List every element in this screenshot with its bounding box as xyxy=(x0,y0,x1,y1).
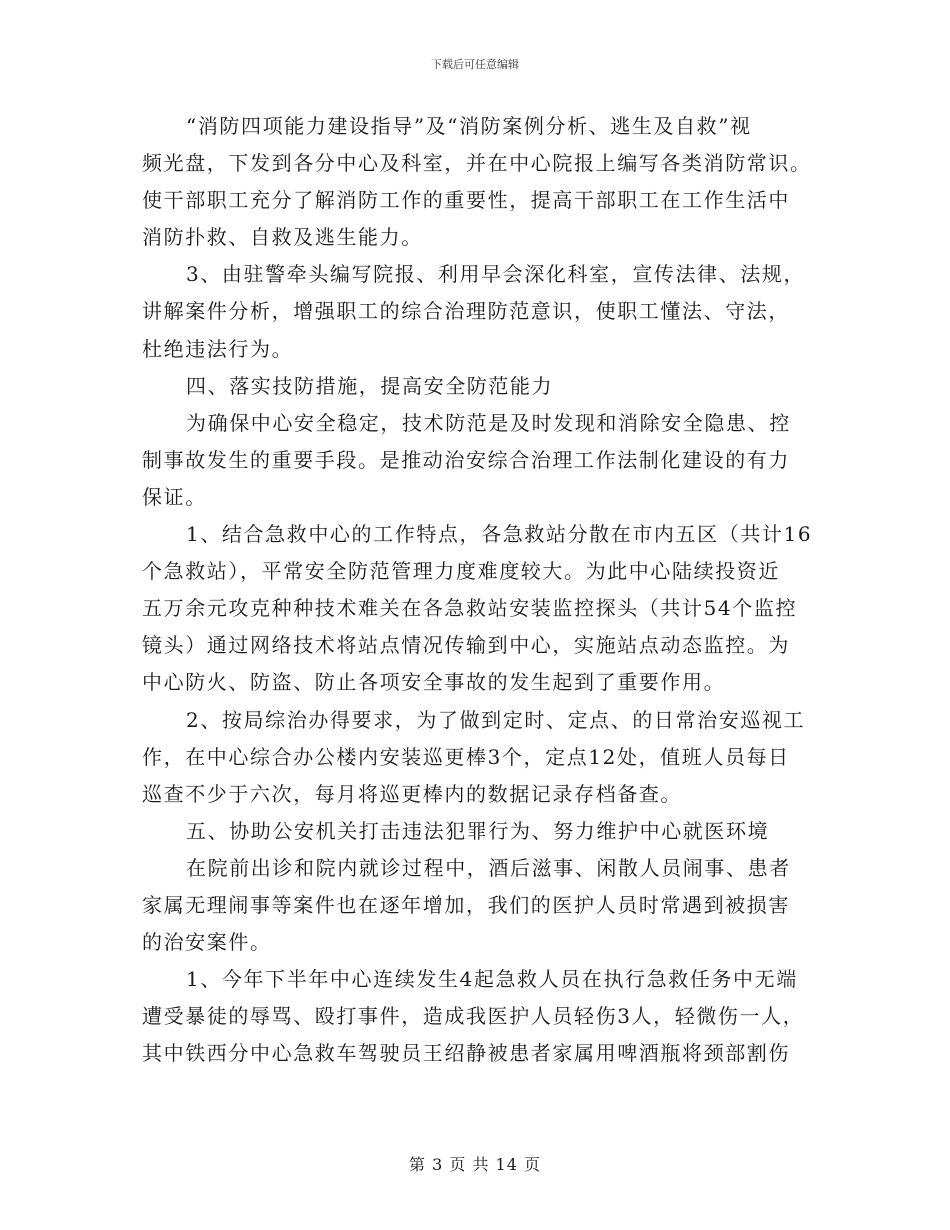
text-line: 中心防火、防盗、防止各项安全事故的发生起到了重要作用。 xyxy=(142,670,726,695)
text-line: 消防扑救、自救及逃生能力。 xyxy=(142,225,423,250)
text-line: 在院前出诊和院内就诊过程中，酒后滋事、闲散人员闹事、患者 xyxy=(186,855,791,880)
page-footer: 第 3 页 共 14 页 xyxy=(409,1155,541,1174)
text-line: 1、结合急救中心的工作特点，各急救站分散在市内五区（共计16 xyxy=(186,522,813,547)
text-line: 2、按局综治办得要求，为了做到定时、定点、的日常治安巡视工 xyxy=(186,707,806,732)
text-line: 遭受暴徒的辱骂、殴打事件，造成我医护人员轻伤3人，轻微伤一人， xyxy=(142,1004,805,1029)
text-line: 频光盘，下发到各分中心及科室，并在中心院报上编写各类消防常识。 xyxy=(142,151,812,176)
text-line: 3、由驻警牵头编写院报、利用早会深化科室，宣传法律、法规， xyxy=(186,262,806,287)
text-line: 四、落实技防措施，提高安全防范能力 xyxy=(186,373,554,398)
text-line: 五万余元攻克种种技术难关在各急救站安装监控探头（共计54个监控 xyxy=(142,596,798,621)
text-line: 镜头）通过网络技术将站点情况传输到中心，实施站点动态监控。为 xyxy=(142,633,790,658)
text-line: 杜绝违法行为。 xyxy=(142,336,294,361)
text-line: 其中铁西分中心急救车驾驶员王绍静被患者家属用啤酒瓶将颈部割伤 xyxy=(142,1041,790,1066)
text-line: 1、今年下半年中心连续发生4起急救人员在执行急救任务中无端 xyxy=(186,967,798,992)
text-line: 作，在中心综合办公楼内安装巡更棒3个，定点12处，值班人员每日 xyxy=(142,744,790,769)
text-line: 为确保中心安全稳定，技术防范是及时发现和消除安全隐患、控 xyxy=(186,410,791,435)
text-line: “消防四项能力建设指导”及“消防案例分析、逃生及自救”视 xyxy=(186,114,752,138)
text-line: 制事故发生的重要手段。是推动治安综合治理工作法制化建设的有力 xyxy=(142,447,790,472)
text-line: 保证。 xyxy=(142,484,207,509)
text-line: 使干部职工充分了解消防工作的重要性，提高干部职工在工作生活中 xyxy=(142,188,790,213)
text-line: 家属无理闹事等案件也在逐年增加，我们的医护人员时常遇到被损害 xyxy=(142,892,790,917)
page-header: 下载后可任意编辑 xyxy=(431,58,519,71)
text-line: 讲解案件分析，增强职工的综合治理防范意识，使职工懂法、守法， xyxy=(142,299,790,324)
text-line: 五、协助公安机关打击违法犯罪行为、努力维护中心就医环境 xyxy=(186,818,770,843)
body-text xyxy=(142,108,812,1072)
text-line: 个急救站），平常安全防范管理力度难度较大。为此中心陆续投资近 xyxy=(142,559,780,584)
text-line: 巡查不少于六次，每月将巡更棒内的数据记录存档备查。 xyxy=(142,781,682,806)
text-line: 的治安案件。 xyxy=(142,930,272,955)
